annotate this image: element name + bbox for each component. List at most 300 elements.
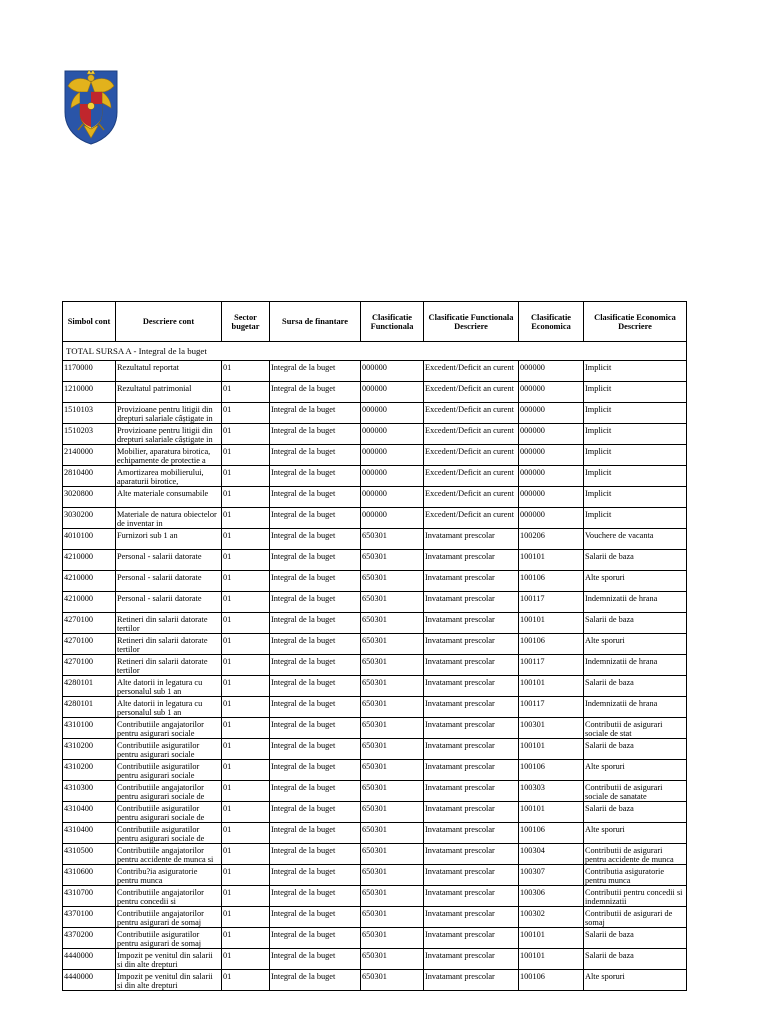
cell-sector-bugetar	[222, 634, 270, 655]
cell-simbol-cont	[63, 928, 116, 949]
cell-sector-bugetar-text: 01	[223, 678, 232, 687]
table-row	[63, 676, 687, 697]
cell-clasificatie-functionala-descriere-text: Invatamant prescolar	[425, 909, 495, 918]
cell-clasificatie-economica-descriere	[584, 781, 687, 802]
cell-clasificatie-economica	[519, 781, 584, 802]
cell-sector-bugetar	[222, 382, 270, 403]
cell-clasificatie-functionala-text: 650301	[362, 804, 387, 813]
cell-sursa-finantare	[270, 550, 361, 571]
cell-sector-bugetar-text: 01	[223, 720, 232, 729]
cell-clasificatie-functionala-descriere	[424, 445, 519, 466]
cell-clasificatie-functionala-text: 650301	[362, 783, 387, 792]
cell-descriere-cont-text: Alte materiale consumabile	[117, 489, 209, 498]
cell-simbol-cont	[63, 508, 116, 529]
cell-clasificatie-economica-descriere-text: Contributii de asigurari pentru accidente de munca	[585, 846, 674, 864]
cell-sursa-finantare-text: Integral de la buget	[271, 363, 336, 372]
cell-clasificatie-economica-descriere	[584, 676, 687, 697]
cell-simbol-cont	[63, 697, 116, 718]
cell-clasificatie-functionala	[361, 697, 424, 718]
cell-simbol-cont	[63, 487, 116, 508]
cell-clasificatie-functionala-text: 650301	[362, 909, 387, 918]
cell-clasificatie-economica-descriere	[584, 508, 687, 529]
cell-simbol-cont-text: 4310500	[64, 846, 94, 855]
cell-clasificatie-functionala-text: 650301	[362, 888, 387, 897]
cell-descriere-cont	[116, 361, 222, 382]
cell-clasificatie-economica-descriere	[584, 487, 687, 508]
cell-clasificatie-functionala	[361, 718, 424, 739]
cell-sector-bugetar	[222, 445, 270, 466]
cell-clasificatie-economica-text: 100117	[520, 699, 545, 708]
cell-sector-bugetar	[222, 781, 270, 802]
cell-clasificatie-economica-descriere-text: Salarii de baza	[585, 804, 634, 813]
cell-sursa-finantare-text: Integral de la buget	[271, 909, 336, 918]
cell-descriere-cont	[116, 697, 222, 718]
cell-clasificatie-functionala	[361, 382, 424, 403]
cell-clasificatie-economica	[519, 361, 584, 382]
table-row	[63, 655, 687, 676]
cell-clasificatie-economica-text: 100304	[520, 846, 545, 855]
table-row	[63, 613, 687, 634]
cell-sector-bugetar-text: 01	[223, 363, 232, 372]
cell-simbol-cont-text: 1510103	[64, 405, 94, 414]
cell-simbol-cont	[63, 844, 116, 865]
cell-descriere-cont	[116, 613, 222, 634]
cell-sursa-finantare	[270, 844, 361, 865]
cell-clasificatie-economica-descriere	[584, 760, 687, 781]
cell-sursa-finantare-text: Integral de la buget	[271, 720, 336, 729]
cell-clasificatie-functionala	[361, 676, 424, 697]
cell-descriere-cont	[116, 655, 222, 676]
cell-descriere-cont-text: Impozit pe venitul din salarii si din alte drepturi	[117, 972, 213, 990]
cell-sector-bugetar	[222, 403, 270, 424]
cell-clasificatie-functionala	[361, 529, 424, 550]
table-row	[63, 634, 687, 655]
cell-sector-bugetar	[222, 361, 270, 382]
cell-clasificatie-functionala-descriere-text: Invatamant prescolar	[425, 972, 495, 981]
cell-descriere-cont	[116, 592, 222, 613]
cell-clasificatie-economica-descriere	[584, 886, 687, 907]
cell-sursa-finantare-text: Integral de la buget	[271, 951, 336, 960]
table-row	[63, 928, 687, 949]
cell-clasificatie-functionala-text: 000000	[362, 510, 387, 519]
cell-clasificatie-economica	[519, 844, 584, 865]
cell-descriere-cont-text: Mobilier, aparatura birotica, echipamente de protectie a	[117, 447, 211, 465]
cell-clasificatie-economica-descriere-text: Indemnizatii de hrana	[585, 699, 658, 708]
cell-clasificatie-economica	[519, 613, 584, 634]
cell-simbol-cont	[63, 676, 116, 697]
cell-sursa-finantare-text: Integral de la buget	[271, 405, 336, 414]
cell-sursa-finantare-text: Integral de la buget	[271, 657, 336, 666]
cell-clasificatie-economica-descriere-text: Implicit	[585, 363, 612, 372]
cell-descriere-cont-text: Rezultatul patrimonial	[117, 384, 192, 393]
header-clasificatie-functionala-descriere: Clasificatie Functionala Descriere	[424, 302, 519, 342]
cell-clasificatie-economica-descriere-text: Salarii de baza	[585, 930, 634, 939]
cell-clasificatie-functionala	[361, 781, 424, 802]
cell-simbol-cont	[63, 613, 116, 634]
cell-simbol-cont-text: 4310100	[64, 720, 94, 729]
cell-clasificatie-economica	[519, 676, 584, 697]
table-header-row	[63, 302, 687, 342]
cell-simbol-cont	[63, 382, 116, 403]
cell-clasificatie-economica	[519, 718, 584, 739]
cell-simbol-cont	[63, 802, 116, 823]
cell-sector-bugetar-text: 01	[223, 930, 232, 939]
cell-sursa-finantare-text: Integral de la buget	[271, 678, 336, 687]
cell-clasificatie-economica-descriere	[584, 844, 687, 865]
cell-descriere-cont-text: Alte datorii in legatura cu personalul sub 1 an	[117, 699, 203, 717]
cell-sector-bugetar-text: 01	[223, 447, 232, 456]
cell-clasificatie-functionala-descriere-text: Excedent/Deficit an curent	[425, 405, 514, 414]
cell-simbol-cont-text: 1170000	[64, 363, 93, 372]
cell-sursa-finantare	[270, 445, 361, 466]
cell-clasificatie-functionala-descriere	[424, 781, 519, 802]
cell-clasificatie-functionala	[361, 865, 424, 886]
cell-clasificatie-functionala-text: 000000	[362, 363, 387, 372]
cell-clasificatie-economica-descriere	[584, 949, 687, 970]
table-row	[63, 865, 687, 886]
cell-descriere-cont	[116, 865, 222, 886]
cell-clasificatie-economica-descriere-text: Implicit	[585, 384, 612, 393]
cell-sursa-finantare-text: Integral de la buget	[271, 783, 336, 792]
cell-sector-bugetar-text: 01	[223, 972, 232, 981]
cell-simbol-cont	[63, 823, 116, 844]
cell-simbol-cont-text: 4440000	[64, 972, 94, 981]
cell-simbol-cont	[63, 424, 116, 445]
cell-clasificatie-economica	[519, 823, 584, 844]
cell-clasificatie-economica-descriere	[584, 928, 687, 949]
cell-clasificatie-functionala-descriere-text: Invatamant prescolar	[425, 552, 495, 561]
cell-simbol-cont	[63, 655, 116, 676]
cell-simbol-cont	[63, 634, 116, 655]
cell-sector-bugetar-text: 01	[223, 426, 232, 435]
cell-sector-bugetar-text: 01	[223, 468, 232, 477]
cell-sector-bugetar	[222, 907, 270, 928]
cell-simbol-cont-text: 4270100	[64, 636, 94, 645]
table-row	[63, 529, 687, 550]
cell-sursa-finantare	[270, 718, 361, 739]
cell-sector-bugetar	[222, 466, 270, 487]
table-row	[63, 508, 687, 529]
cell-clasificatie-economica-text: 100101	[520, 552, 545, 561]
cell-clasificatie-economica-descriere	[584, 802, 687, 823]
cell-clasificatie-functionala	[361, 571, 424, 592]
cell-sector-bugetar-text: 01	[223, 783, 232, 792]
cell-clasificatie-economica-descriere-text: Salarii de baza	[585, 741, 634, 750]
cell-sector-bugetar-text: 01	[223, 573, 232, 582]
cell-clasificatie-economica-descriere-text: Salarii de baza	[585, 615, 634, 624]
cell-clasificatie-economica-descriere	[584, 529, 687, 550]
cell-sursa-finantare-text: Integral de la buget	[271, 552, 336, 561]
cell-sector-bugetar	[222, 928, 270, 949]
cell-sursa-finantare-text: Integral de la buget	[271, 510, 336, 519]
cell-simbol-cont-text: 1210000	[64, 384, 94, 393]
cell-simbol-cont	[63, 760, 116, 781]
cell-clasificatie-functionala	[361, 655, 424, 676]
cell-sursa-finantare	[270, 529, 361, 550]
cell-clasificatie-functionala-descriere	[424, 361, 519, 382]
cell-clasificatie-functionala-descriere-text: Invatamant prescolar	[425, 951, 495, 960]
cell-sector-bugetar	[222, 487, 270, 508]
cell-sursa-finantare	[270, 865, 361, 886]
cell-simbol-cont	[63, 529, 116, 550]
cell-clasificatie-functionala-descriere-text: Invatamant prescolar	[425, 678, 495, 687]
cell-clasificatie-functionala-descriere	[424, 508, 519, 529]
cell-sector-bugetar	[222, 823, 270, 844]
cell-simbol-cont-text: 4280101	[64, 678, 94, 687]
cell-sursa-finantare	[270, 361, 361, 382]
table-row	[63, 697, 687, 718]
cell-sursa-finantare	[270, 613, 361, 634]
cell-clasificatie-functionala-descriere	[424, 487, 519, 508]
cell-clasificatie-functionala-descriere-text: Excedent/Deficit an curent	[425, 363, 514, 372]
cell-descriere-cont-text: Provizioane pentru litigii din drepturi salariale câștigate in	[117, 405, 213, 423]
cell-clasificatie-functionala-descriere	[424, 424, 519, 445]
cell-simbol-cont-text: 4210000	[64, 594, 94, 603]
cell-sursa-finantare	[270, 802, 361, 823]
cell-clasificatie-functionala-text: 000000	[362, 405, 387, 414]
cell-clasificatie-economica	[519, 571, 584, 592]
cell-clasificatie-economica-descriere	[584, 466, 687, 487]
cell-clasificatie-functionala-text: 650301	[362, 720, 387, 729]
cell-clasificatie-economica-text: 100106	[520, 825, 545, 834]
header-descriere-cont: Descriere cont	[116, 302, 222, 342]
cell-clasificatie-functionala-descriere	[424, 760, 519, 781]
cell-clasificatie-functionala-descriere	[424, 949, 519, 970]
cell-clasificatie-functionala-descriere-text: Excedent/Deficit an curent	[425, 384, 514, 393]
header-clasificatie-functionala: Clasificatie Functionala	[361, 302, 424, 342]
cell-clasificatie-functionala-descriere	[424, 970, 519, 991]
cell-clasificatie-economica-text: 000000	[520, 426, 545, 435]
cell-clasificatie-functionala-text: 000000	[362, 489, 387, 498]
table-row	[63, 403, 687, 424]
cell-clasificatie-functionala-descriere-text: Invatamant prescolar	[425, 699, 495, 708]
cell-descriere-cont	[116, 970, 222, 991]
cell-descriere-cont	[116, 676, 222, 697]
cell-clasificatie-economica-descriere	[584, 382, 687, 403]
cell-clasificatie-economica	[519, 424, 584, 445]
cell-clasificatie-economica	[519, 634, 584, 655]
cell-descriere-cont	[116, 802, 222, 823]
cell-clasificatie-economica-descriere	[584, 634, 687, 655]
cell-clasificatie-functionala-text: 650301	[362, 951, 387, 960]
cell-clasificatie-economica-descriere-text: Implicit	[585, 468, 612, 477]
cell-sector-bugetar-text: 01	[223, 846, 232, 855]
cell-simbol-cont-text: 4310600	[64, 867, 94, 876]
cell-simbol-cont	[63, 739, 116, 760]
cell-simbol-cont-text: 4270100	[64, 657, 94, 666]
cell-simbol-cont-text: 4310200	[64, 741, 94, 750]
cell-clasificatie-functionala-descriere	[424, 907, 519, 928]
cell-sector-bugetar	[222, 550, 270, 571]
cell-sector-bugetar	[222, 760, 270, 781]
cell-clasificatie-functionala-text: 650301	[362, 762, 387, 771]
cell-clasificatie-functionala-descriere-text: Excedent/Deficit an curent	[425, 468, 514, 477]
cell-descriere-cont	[116, 403, 222, 424]
cell-clasificatie-economica-descriere	[584, 907, 687, 928]
cell-clasificatie-economica-text: 000000	[520, 489, 545, 498]
cell-sursa-finantare-text: Integral de la buget	[271, 846, 336, 855]
cell-simbol-cont	[63, 886, 116, 907]
cell-sursa-finantare	[270, 886, 361, 907]
cell-clasificatie-economica	[519, 550, 584, 571]
cell-simbol-cont-text: 1510203	[64, 426, 94, 435]
cell-clasificatie-functionala-descriere-text: Invatamant prescolar	[425, 615, 495, 624]
cell-descriere-cont-text: Personal - salarii datorate	[117, 573, 202, 582]
cell-clasificatie-economica-descriere	[584, 655, 687, 676]
cell-clasificatie-economica-descriere	[584, 550, 687, 571]
cell-sursa-finantare-text: Integral de la buget	[271, 531, 336, 540]
cell-descriere-cont-text: Contributiile angajatorilor pentru asigurari de somaj	[117, 909, 204, 927]
cell-sector-bugetar-text: 01	[223, 489, 232, 498]
cell-simbol-cont-text: 4370200	[64, 930, 94, 939]
cell-descriere-cont-text: Contributiile asiguratilor pentru asigurari sociale	[117, 762, 200, 780]
cell-descriere-cont-text: Contributiile angajatorilor pentru asigurari sociale de	[117, 783, 205, 801]
cell-sursa-finantare	[270, 928, 361, 949]
table-row	[63, 445, 687, 466]
cell-descriere-cont-text: Furnizori sub 1 an	[117, 531, 178, 540]
cell-descriere-cont-text: Materiale de natura obiectelor de inventar in	[117, 510, 217, 528]
cell-sursa-finantare	[270, 655, 361, 676]
cell-sursa-finantare-text: Integral de la buget	[271, 867, 336, 876]
cell-clasificatie-economica-text: 100101	[520, 615, 545, 624]
cell-clasificatie-economica-descriere-text: Contributia asiguratorie pentru munca	[585, 867, 665, 885]
cell-clasificatie-functionala-descriere	[424, 676, 519, 697]
budget-table	[62, 301, 687, 991]
cell-clasificatie-functionala-descriere	[424, 466, 519, 487]
cell-clasificatie-economica-descriere	[584, 865, 687, 886]
cell-sursa-finantare-text: Integral de la buget	[271, 489, 336, 498]
cell-sursa-finantare	[270, 781, 361, 802]
table-row	[63, 424, 687, 445]
cell-descriere-cont-text: Retineri din salarii datorate tertilor	[117, 636, 208, 654]
cell-clasificatie-functionala	[361, 760, 424, 781]
cell-clasificatie-economica	[519, 445, 584, 466]
cell-sursa-finantare-text: Integral de la buget	[271, 972, 336, 981]
cell-simbol-cont-text: 3020800	[64, 489, 94, 498]
cell-sector-bugetar	[222, 739, 270, 760]
cell-clasificatie-functionala-descriere	[424, 886, 519, 907]
cell-clasificatie-economica-text: 100206	[520, 531, 545, 540]
cell-simbol-cont	[63, 949, 116, 970]
cell-clasificatie-functionala-descriere-text: Invatamant prescolar	[425, 636, 495, 645]
cell-simbol-cont	[63, 592, 116, 613]
cell-clasificatie-economica-descriere-text: Alte sporuri	[585, 825, 625, 834]
cell-simbol-cont	[63, 361, 116, 382]
cell-clasificatie-economica-descriere-text: Implicit	[585, 426, 612, 435]
cell-clasificatie-functionala-text: 000000	[362, 468, 387, 477]
cell-clasificatie-functionala	[361, 445, 424, 466]
cell-clasificatie-economica	[519, 655, 584, 676]
table-row	[63, 487, 687, 508]
cell-clasificatie-functionala-text: 650301	[362, 867, 387, 876]
table-row	[63, 571, 687, 592]
cell-clasificatie-functionala-text: 650301	[362, 615, 387, 624]
cell-clasificatie-economica-text: 100106	[520, 573, 545, 582]
cell-sector-bugetar	[222, 844, 270, 865]
cell-sector-bugetar-text: 01	[223, 636, 232, 645]
cell-clasificatie-economica-descriere-text: Contributii de asigurari sociale de stat	[585, 720, 663, 738]
cell-descriere-cont-text: Contributiile asiguratilor pentru asigurari sociale de	[117, 804, 205, 822]
cell-clasificatie-economica-text: 100106	[520, 972, 545, 981]
cell-sursa-finantare	[270, 760, 361, 781]
cell-clasificatie-economica	[519, 928, 584, 949]
cell-descriere-cont	[116, 529, 222, 550]
cell-clasificatie-economica-descriere-text: Indemnizatii de hrana	[585, 657, 658, 666]
cell-simbol-cont-text: 4310200	[64, 762, 94, 771]
cell-descriere-cont	[116, 928, 222, 949]
cell-sector-bugetar	[222, 970, 270, 991]
table-row	[63, 718, 687, 739]
table-row	[63, 823, 687, 844]
cell-clasificatie-functionala	[361, 907, 424, 928]
cell-sursa-finantare-text: Integral de la buget	[271, 762, 336, 771]
cell-clasificatie-functionala	[361, 886, 424, 907]
cell-sursa-finantare	[270, 697, 361, 718]
cell-descriere-cont-text: Personal - salarii datorate	[117, 594, 202, 603]
cell-sector-bugetar-text: 01	[223, 594, 232, 603]
cell-sector-bugetar	[222, 865, 270, 886]
cell-descriere-cont-text: Retineri din salarii datorate tertilor	[117, 615, 208, 633]
cell-clasificatie-economica-descriere-text: Implicit	[585, 405, 612, 414]
cell-clasificatie-economica-text: 000000	[520, 510, 545, 519]
table-row	[63, 361, 687, 382]
cell-clasificatie-functionala-descriere	[424, 718, 519, 739]
cell-clasificatie-functionala	[361, 361, 424, 382]
cell-clasificatie-functionala	[361, 466, 424, 487]
cell-clasificatie-functionala-descriere	[424, 634, 519, 655]
cell-descriere-cont-text: Amortizarea mobilierului, aparaturii birotice,	[117, 468, 204, 486]
cell-clasificatie-functionala-descriere-text: Excedent/Deficit an curent	[425, 510, 514, 519]
cell-clasificatie-functionala	[361, 550, 424, 571]
cell-descriere-cont-text: Contributiile angajatorilor pentru accidente de munca si	[117, 846, 214, 864]
cell-clasificatie-functionala	[361, 802, 424, 823]
cell-descriere-cont	[116, 571, 222, 592]
cell-descriere-cont-text: Provizioane pentru litigii din drepturi salariale câștigate in	[117, 426, 213, 444]
section-row	[63, 342, 687, 361]
cell-clasificatie-functionala	[361, 403, 424, 424]
cell-descriere-cont	[116, 424, 222, 445]
cell-sursa-finantare-text: Integral de la buget	[271, 930, 336, 939]
header-sector-bugetar: Sector bugetar	[222, 302, 270, 342]
cell-clasificatie-functionala-descriere-text: Invatamant prescolar	[425, 846, 495, 855]
cell-sursa-finantare	[270, 424, 361, 445]
cell-descriere-cont	[116, 718, 222, 739]
cell-simbol-cont-text: 2140000	[64, 447, 94, 456]
cell-sursa-finantare-text: Integral de la buget	[271, 636, 336, 645]
cell-clasificatie-functionala-text: 650301	[362, 636, 387, 645]
cell-simbol-cont-text: 3030200	[64, 510, 94, 519]
cell-descriere-cont-text: Impozit pe venitul din salarii si din alte drepturi	[117, 951, 213, 969]
cell-clasificatie-functionala-text: 650301	[362, 741, 387, 750]
cell-simbol-cont-text: 2810400	[64, 468, 94, 477]
cell-clasificatie-economica-descriere-text: Vouchere de vacanta	[585, 531, 654, 540]
cell-clasificatie-economica-text: 000000	[520, 468, 545, 477]
cell-clasificatie-economica	[519, 508, 584, 529]
cell-simbol-cont-text: 4280101	[64, 699, 94, 708]
cell-simbol-cont-text: 4270100	[64, 615, 94, 624]
cell-descriere-cont	[116, 487, 222, 508]
cell-clasificatie-economica	[519, 697, 584, 718]
cell-clasificatie-economica-text: 100101	[520, 951, 545, 960]
cell-sector-bugetar	[222, 886, 270, 907]
table-row	[63, 781, 687, 802]
cell-clasificatie-economica-text: 100117	[520, 657, 545, 666]
cell-clasificatie-functionala-text: 000000	[362, 384, 387, 393]
cell-clasificatie-economica-descriere-text: Implicit	[585, 447, 612, 456]
cell-sector-bugetar	[222, 571, 270, 592]
cell-clasificatie-economica-descriere-text: Alte sporuri	[585, 636, 625, 645]
cell-sursa-finantare-text: Integral de la buget	[271, 426, 336, 435]
